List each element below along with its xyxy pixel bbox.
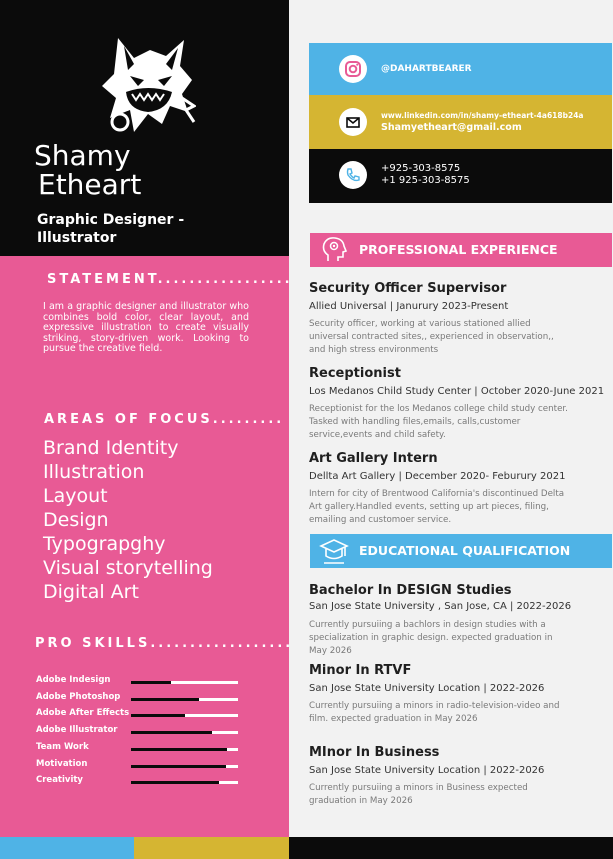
skill-row bbox=[36, 775, 246, 789]
graduation-cap-icon bbox=[318, 536, 350, 566]
area-item: Illustration bbox=[43, 461, 145, 483]
skill-label: Adobe After Effects bbox=[36, 708, 130, 718]
skill-row bbox=[36, 692, 246, 706]
instagram-handle[interactable]: @DAHARTBEARER bbox=[381, 64, 472, 74]
linkedin-link[interactable]: www.linkedin.com/in/shamy-etheart-4a618b24a bbox=[381, 111, 584, 120]
skill-bar-fill bbox=[131, 781, 219, 784]
job-description: Security officer, working at various stationed allied universal contracted sites,, experienced in observation,, and high stress environments bbox=[309, 319, 554, 355]
skill-bar bbox=[131, 765, 238, 768]
job-role: Graphic Designer - Illustrator bbox=[37, 212, 185, 246]
skill-bar bbox=[131, 698, 238, 701]
skill-bar-fill bbox=[131, 714, 185, 717]
head-gear-icon bbox=[318, 235, 350, 265]
degree-title: Bachelor In DESIGN Studies bbox=[309, 583, 512, 598]
experience-heading: PROFESSIONAL EXPERIENCE bbox=[359, 242, 558, 257]
skill-bar-fill bbox=[131, 698, 199, 701]
skill-bar-fill bbox=[131, 731, 212, 734]
area-item: Brand Identity bbox=[43, 437, 179, 459]
skill-bar-fill bbox=[131, 681, 171, 684]
skill-row bbox=[36, 675, 246, 689]
skill-row bbox=[36, 708, 246, 722]
skill-bar bbox=[131, 731, 238, 734]
areas-heading: AREAS OF FOCUS......... bbox=[44, 412, 285, 427]
statement-heading: STATEMENT................. bbox=[47, 272, 293, 287]
skill-bar bbox=[131, 681, 238, 684]
degree-description: Currently pursuiing a minors in radio-television-video and film. expected graduation in May 2026 bbox=[309, 701, 560, 724]
area-item: Layout bbox=[43, 485, 108, 507]
footer-blue-bar bbox=[0, 837, 134, 859]
skill-bar bbox=[131, 748, 238, 751]
job-meta: Dellta Art Gallery | December 2020- Feburury 2021 bbox=[309, 471, 566, 482]
degree-title: MInor In Business bbox=[309, 745, 440, 760]
skill-label: Team Work bbox=[36, 742, 89, 752]
skill-label: Adobe Illustrator bbox=[36, 725, 118, 735]
contact-instagram bbox=[309, 43, 612, 95]
footer-yellow-bar bbox=[134, 837, 289, 859]
job-title: Security Officer Supervisor bbox=[309, 281, 507, 296]
degree-title: Minor In RTVF bbox=[309, 663, 412, 678]
degree-description: Currently pursuiing a bachlors in design studies with a specialization in graphic design. expected graduation in May 2026 bbox=[309, 620, 553, 656]
job-meta: Allied Universal | Janurury 2023-Present bbox=[309, 301, 509, 312]
skill-bar-fill bbox=[131, 765, 226, 768]
skill-bar-fill bbox=[131, 748, 227, 751]
job-title: Receptionist bbox=[309, 366, 401, 381]
contact-phone bbox=[309, 149, 612, 203]
full-name bbox=[34, 141, 141, 199]
skill-label: Adobe Photoshop bbox=[36, 692, 121, 702]
job-description: Receptionist for the los Medanos college child study center. Tasked with handling files,emails, calls,customer service,events and child safety. bbox=[309, 404, 568, 440]
phone-icon bbox=[339, 161, 367, 189]
degree-meta: San Jose State University Location | 2022-2026 bbox=[309, 683, 545, 694]
degree-description: Currently pursuiing a minors in Business expected graduation in May 2026 bbox=[309, 783, 528, 806]
skill-row bbox=[36, 742, 246, 756]
area-item: Digital Art bbox=[43, 581, 139, 603]
education-band bbox=[310, 534, 612, 568]
phone-primary[interactable]: +925-303-8575 bbox=[381, 163, 461, 174]
skill-bar bbox=[131, 781, 238, 784]
statement-text: I am a graphic designer and illustrator who combines bold color, clear layout, and expressive illustration to create visually striking, story-driven work. Looking to pursue the creative field. bbox=[43, 301, 249, 354]
instagram-icon bbox=[339, 55, 367, 83]
area-item: Typograpghy bbox=[43, 533, 166, 555]
skill-label: Adobe Indesign bbox=[36, 675, 111, 685]
skills-heading: PRO SKILLS.................. bbox=[35, 636, 294, 651]
contact-web bbox=[309, 95, 612, 149]
job-title: Art Gallery Intern bbox=[309, 451, 438, 466]
last-name: Etheart bbox=[38, 168, 142, 201]
footer-black-bar bbox=[289, 837, 613, 859]
wolf-logo-icon bbox=[100, 36, 196, 136]
skill-label: Creativity bbox=[36, 775, 83, 785]
first-name: Shamy bbox=[34, 139, 131, 172]
phone-secondary[interactable]: +1 925-303-8575 bbox=[381, 175, 470, 186]
area-item: Design bbox=[43, 509, 109, 531]
education-heading: EDUCATIONAL QUALIFICATION bbox=[359, 543, 571, 558]
skill-label: Motivation bbox=[36, 759, 88, 769]
skill-row bbox=[36, 759, 246, 773]
email-link[interactable]: Shamyetheart@gmail.com bbox=[381, 122, 522, 133]
degree-meta: San Jose State University , San Jose, CA | 2022-2026 bbox=[309, 601, 572, 612]
area-item: Visual storytelling bbox=[43, 557, 213, 579]
skill-bar bbox=[131, 714, 238, 717]
areas-list bbox=[43, 436, 213, 604]
skill-row bbox=[36, 725, 246, 739]
job-description: Intern for city of Brentwood California's discontinued Delta Art gallery.Handled events, setting up art pieces, filing, emailing and customoer service. bbox=[309, 489, 565, 525]
experience-band bbox=[310, 233, 612, 267]
degree-meta: San Jose State University Location | 2022-2026 bbox=[309, 765, 545, 776]
job-meta: Los Medanos Child Study Center | October 2020-June 2021 bbox=[309, 386, 605, 397]
mail-icon bbox=[339, 108, 367, 136]
